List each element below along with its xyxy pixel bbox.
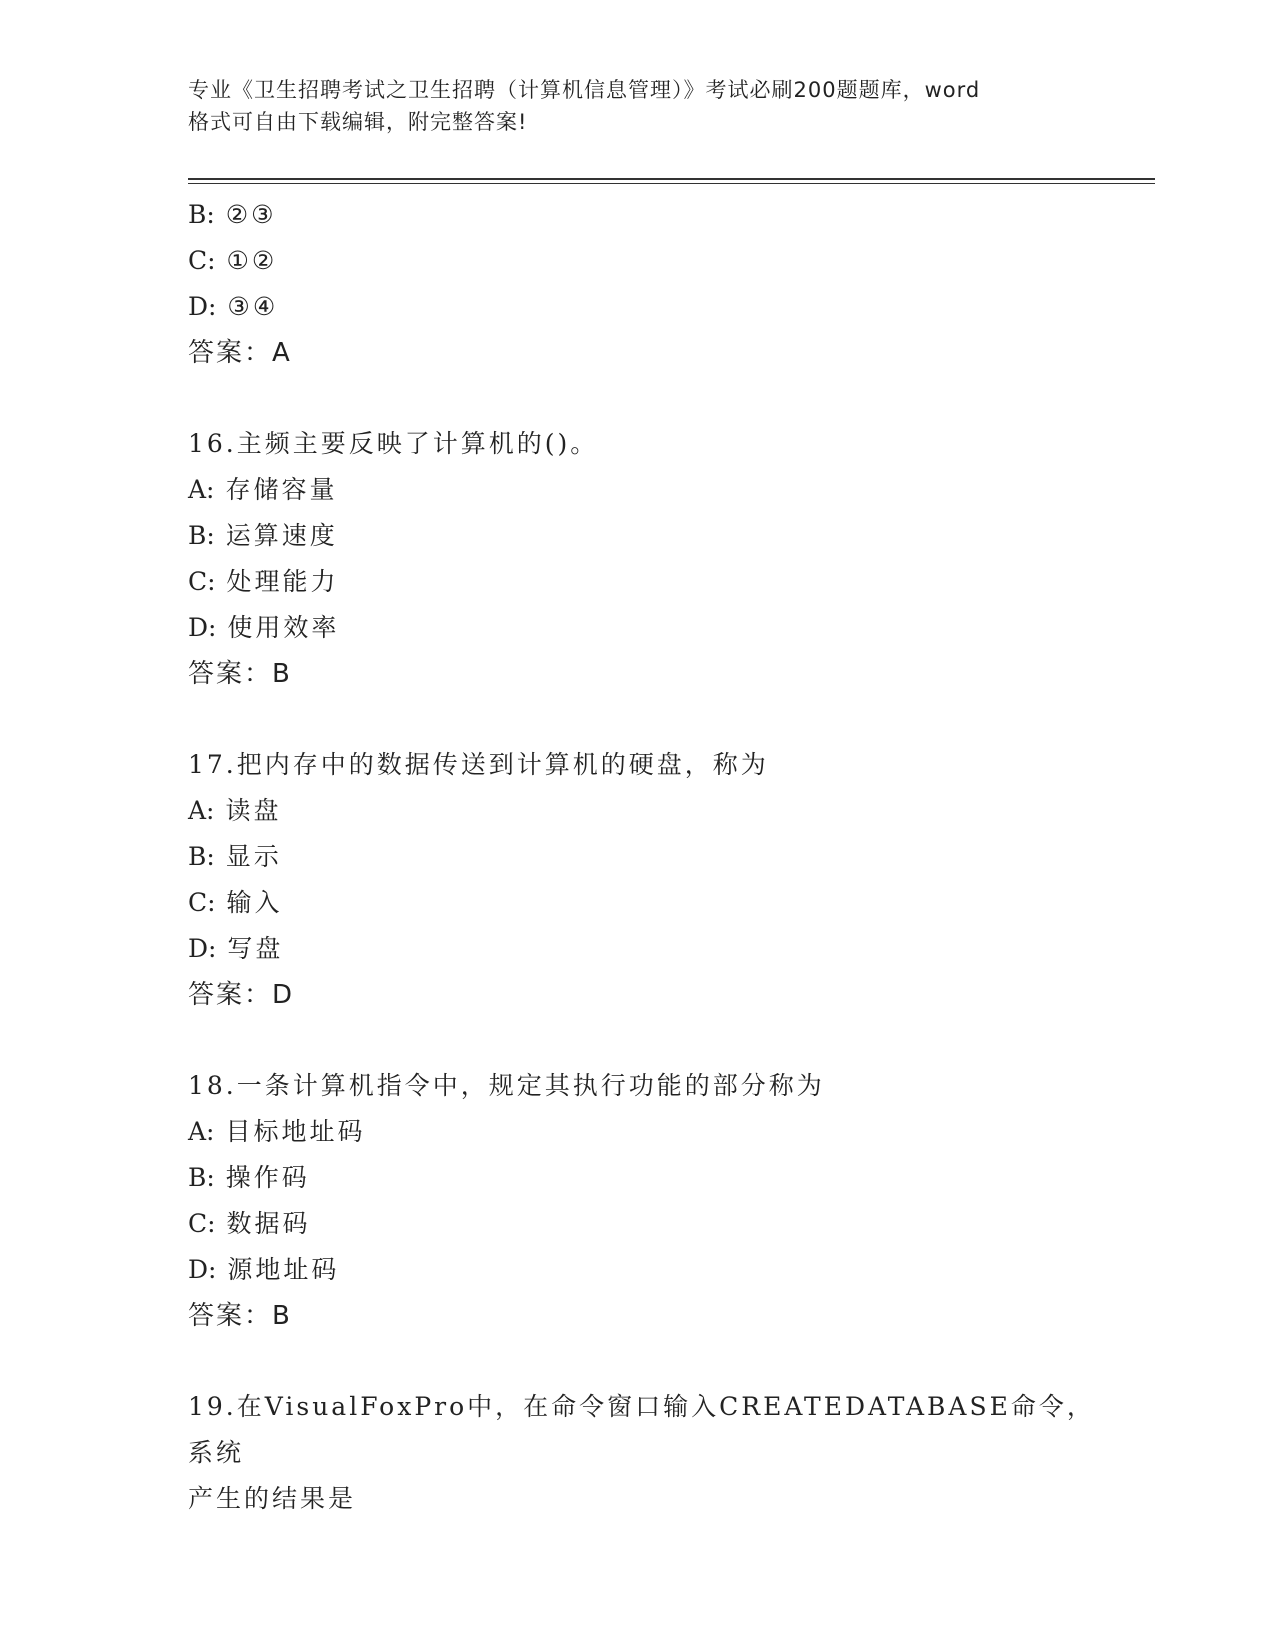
option-c: C: 处理能力 — [188, 567, 339, 596]
header-divider-thick — [188, 178, 1155, 180]
document-header — [188, 74, 1088, 138]
header-line-2: 格式可自由下载编辑，附完整答案! — [188, 110, 528, 134]
question-stem: 16.主频主要反映了计算机的()。 — [188, 429, 599, 458]
option-b: B: 显示 — [188, 842, 282, 871]
answer-line: 答案：B — [188, 1301, 292, 1331]
option-a: A: 目标地址码 — [188, 1117, 366, 1146]
answer-line: 答案：B — [188, 659, 292, 689]
option-c: C: 数据码 — [188, 1209, 311, 1238]
question-stem: 17.把内存中的数据传送到计算机的硬盘，称为 — [188, 750, 769, 779]
question-18 — [188, 1063, 1108, 1339]
question-list — [188, 192, 1108, 1522]
option-d: D: 源地址码 — [188, 1255, 340, 1284]
question-15-tail — [188, 192, 1108, 376]
question-stem-line-1: 19.在VisualFoxPro中，在命令窗口输入CREATEDATABASE命令，系统 — [188, 1392, 1095, 1467]
option-b: B: 操作码 — [188, 1163, 310, 1192]
option-d: D: ③④ — [188, 292, 279, 321]
option-a: A: 读盘 — [188, 796, 282, 825]
option-b: B: 运算速度 — [188, 521, 338, 550]
answer-line: 答案：A — [188, 338, 292, 368]
option-d: D: 写盘 — [188, 934, 284, 963]
header-line-1: 专业《卫生招聘考试之卫生招聘（计算机信息管理）》考试必刷200题题库，word — [188, 78, 981, 102]
option-c: C: 输入 — [188, 888, 283, 917]
option-b: B: ②③ — [188, 200, 277, 229]
question-stem-line-2: 产生的结果是 — [188, 1484, 357, 1513]
question-17 — [188, 742, 1108, 1018]
header-divider-thin — [188, 183, 1155, 184]
question-19 — [188, 1384, 1108, 1522]
question-stem: 18.一条计算机指令中，规定其执行功能的部分称为 — [188, 1071, 825, 1100]
option-c: C: ①② — [188, 246, 278, 275]
option-a: A: 存储容量 — [188, 475, 338, 504]
answer-line: 答案：D — [188, 980, 295, 1010]
question-16 — [188, 421, 1108, 697]
option-d: D: 使用效率 — [188, 613, 340, 642]
